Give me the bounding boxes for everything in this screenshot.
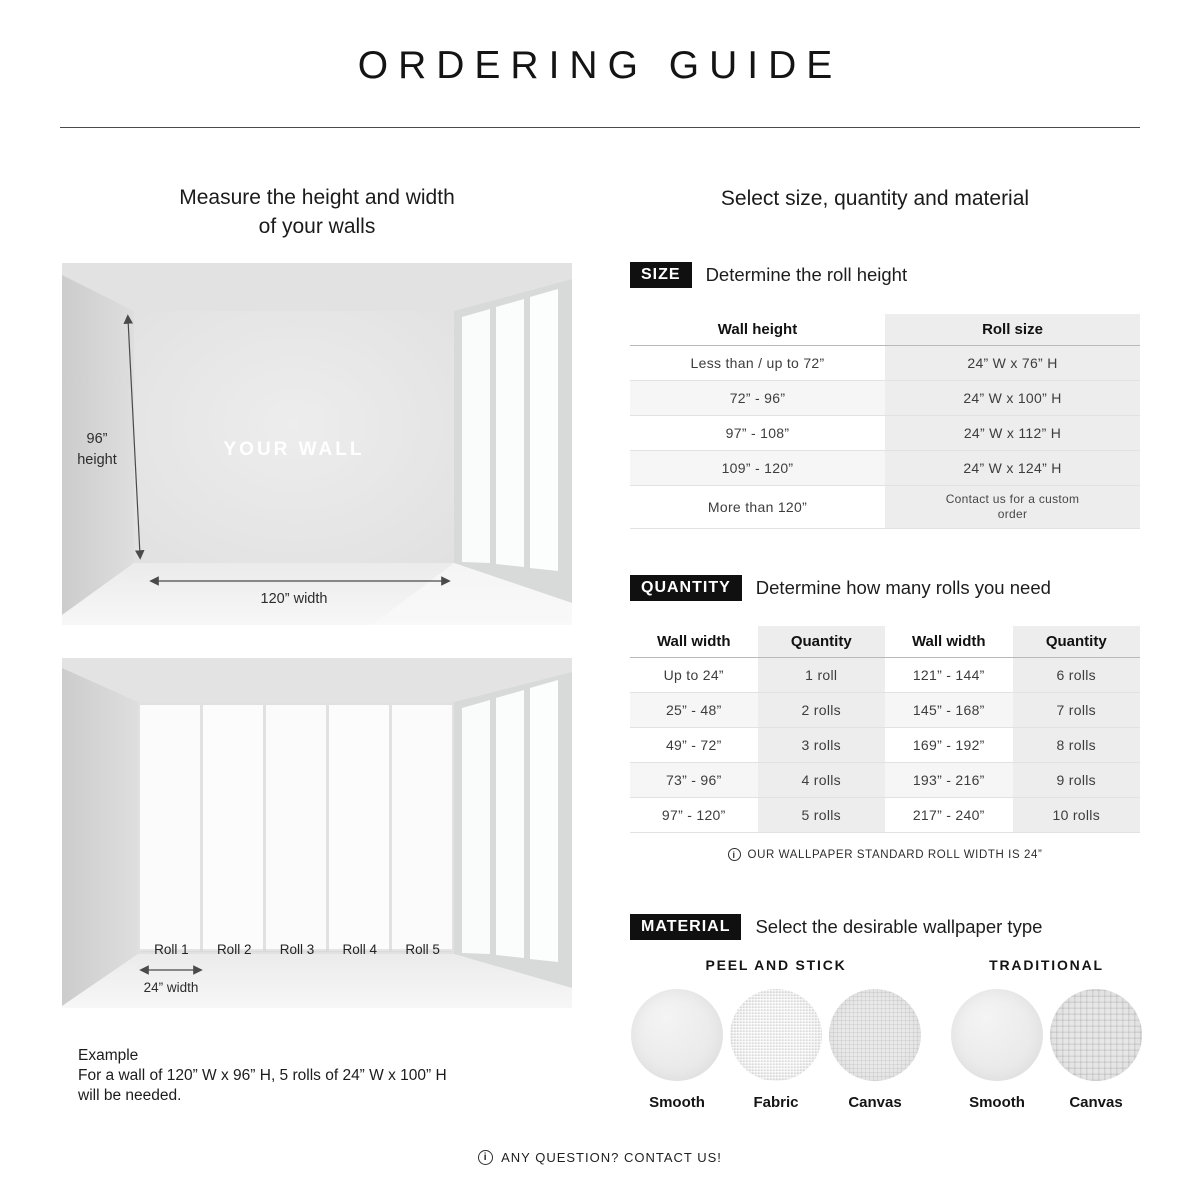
roll-size-cell: 24” W x 100” H xyxy=(885,381,1140,415)
quantity-cell: 6 rolls xyxy=(1013,658,1141,692)
material-subtitle: Select the desirable wallpaper type xyxy=(755,916,1043,937)
smooth-texture-swatch xyxy=(951,989,1043,1081)
wall-width-cell: 121” - 144” xyxy=(912,667,985,683)
quantity-cell: 2 rolls xyxy=(758,693,886,727)
quantity-cell: 8 rolls xyxy=(1013,728,1141,762)
roll-label-3: Roll 3 xyxy=(279,942,315,957)
wall-height-cell: 72” - 96” xyxy=(630,381,885,415)
size-table-row xyxy=(630,381,1140,416)
swatch-label: Smooth xyxy=(969,1094,1025,1111)
standard-roll-note-text: OUR WALLPAPER STANDARD ROLL WIDTH IS 24” xyxy=(747,848,1043,861)
size-table xyxy=(630,314,1140,529)
example-title: Example xyxy=(78,1047,139,1064)
roll-label-4: Roll 4 xyxy=(342,942,378,957)
smooth-texture-swatch xyxy=(631,989,723,1081)
roll-label-1: Roll 1 xyxy=(154,942,189,957)
header-divider xyxy=(60,127,1140,128)
size-table-row xyxy=(630,416,1140,451)
quantity-section-head xyxy=(630,575,1051,601)
swatch-smooth xyxy=(950,989,1044,1111)
wall-height-unit: height xyxy=(77,452,117,468)
wall-width-cell: Up to 24” xyxy=(663,667,724,683)
quantity-cell: 3 rolls xyxy=(758,728,886,762)
standard-roll-note xyxy=(630,848,1140,861)
footer-contact xyxy=(0,1150,1200,1165)
quantity-col-wall-width: Wall width xyxy=(911,633,986,650)
quantity-table xyxy=(630,626,1140,833)
wall-width-cell: 217” - 240” xyxy=(912,807,985,823)
quantity-col-quantity: Quantity xyxy=(1013,626,1141,657)
material-section-head xyxy=(630,914,1042,940)
wall-height-cell: More than 120” xyxy=(707,499,808,515)
size-table-header xyxy=(630,314,1140,346)
quantity-subtitle: Determine how many rolls you need xyxy=(755,577,1051,598)
fabric-texture-swatch xyxy=(730,989,822,1081)
select-heading: Select size, quantity and material xyxy=(720,187,1030,210)
quantity-table-row xyxy=(630,693,1140,728)
canvas-texture-swatch xyxy=(829,989,921,1081)
wall-width-cell: 193” - 216” xyxy=(885,763,1013,797)
measure-heading xyxy=(62,183,572,241)
quantity-col-wall-width: Wall width xyxy=(656,633,731,650)
material-badge: MATERIAL xyxy=(630,914,741,940)
swatch-fabric xyxy=(729,989,823,1111)
swatch-label: Smooth xyxy=(649,1094,705,1111)
quantity-cell: 7 rolls xyxy=(1013,693,1141,727)
swatch-label: Canvas xyxy=(1069,1094,1123,1111)
quantity-cell: 9 rolls xyxy=(1013,763,1141,797)
peel-and-stick-title: PEEL AND STICK xyxy=(705,957,847,973)
quantity-col-quantity: Quantity xyxy=(758,626,886,657)
canvas-texture-swatch xyxy=(1050,989,1142,1081)
quantity-cell: 1 roll xyxy=(758,658,886,692)
info-icon xyxy=(728,848,741,861)
quantity-table-row xyxy=(630,763,1140,798)
swatch-smooth xyxy=(630,989,724,1111)
example-line2: will be needed. xyxy=(78,1087,182,1104)
roll-size-cell: 24” W x 112” H xyxy=(885,416,1140,450)
roll-label-5: Roll 5 xyxy=(405,942,440,957)
wall-height-label xyxy=(66,429,128,471)
quantity-table-row xyxy=(630,728,1140,763)
page-title: ORDERING GUIDE xyxy=(357,44,843,87)
roll-width-label: 24” width xyxy=(143,980,199,995)
measure-heading-line2: of your walls xyxy=(258,215,376,238)
size-subtitle: Determine the roll height xyxy=(705,264,908,285)
wall-width-cell: 145” - 168” xyxy=(885,693,1013,727)
wall-width-cell: 97” - 120” xyxy=(661,807,726,823)
room-diagram-rolls xyxy=(62,658,572,1008)
room-diagram-wall xyxy=(62,263,572,625)
custom-order-cell: Contact us for a custom order xyxy=(885,486,1140,528)
example-block xyxy=(78,1046,558,1106)
wall-width-cell: 49” - 72” xyxy=(665,737,722,753)
quantity-table-row xyxy=(630,798,1140,833)
quantity-table-header xyxy=(630,626,1140,658)
size-badge: SIZE xyxy=(630,262,692,288)
roll-size-cell: 24” W x 124” H xyxy=(885,451,1140,485)
traditional-swatches xyxy=(950,989,1143,1111)
wall-height-cell: 97” - 108” xyxy=(725,425,790,441)
footer-note: ANY QUESTION? CONTACT US! xyxy=(501,1150,722,1165)
size-section-head xyxy=(630,262,907,288)
quantity-badge: QUANTITY xyxy=(630,575,742,601)
swatch-label: Canvas xyxy=(848,1094,902,1111)
quantity-cell: 5 rolls xyxy=(758,798,886,832)
traditional-group xyxy=(950,957,1143,1111)
your-wall-label: YOUR WALL xyxy=(223,439,365,460)
wall-width-cell: 73” - 96” xyxy=(630,763,758,797)
wall-height-value: 96” xyxy=(86,431,108,447)
size-table-row xyxy=(630,486,1140,529)
wall-width-cell: 169” - 192” xyxy=(912,737,985,753)
measure-heading-line1: Measure the height and width xyxy=(179,186,455,209)
swatch-label: Fabric xyxy=(753,1094,799,1111)
wall-height-cell: Less than / up to 72” xyxy=(690,355,825,371)
size-table-row xyxy=(630,451,1140,486)
example-line1: For a wall of 120” W x 96” H, 5 rolls of 24” W x 100” H xyxy=(78,1067,447,1084)
quantity-cell: 4 rolls xyxy=(758,763,886,797)
peel-and-stick-group xyxy=(630,957,922,1111)
swatch-canvas xyxy=(828,989,922,1111)
traditional-title: TRADITIONAL xyxy=(989,957,1104,973)
swatch-canvas xyxy=(1049,989,1143,1111)
size-col-roll-size: Roll size xyxy=(885,314,1140,345)
quantity-table-row xyxy=(630,658,1140,693)
peel-and-stick-swatches xyxy=(630,989,922,1111)
wall-height-cell: 109” - 120” xyxy=(630,451,885,485)
quantity-cell: 10 rolls xyxy=(1013,798,1141,832)
wall-width-cell: 25” - 48” xyxy=(630,693,758,727)
size-col-wall-height: Wall height xyxy=(717,321,798,338)
material-groups xyxy=(630,957,1140,1111)
roll-size-cell: 24” W x 76” H xyxy=(885,346,1140,380)
wall-width-label: 120” width xyxy=(260,591,328,607)
info-icon xyxy=(478,1150,493,1165)
roll-label-2: Roll 2 xyxy=(216,942,252,957)
size-table-row xyxy=(630,346,1140,381)
roll-labels xyxy=(140,942,454,957)
